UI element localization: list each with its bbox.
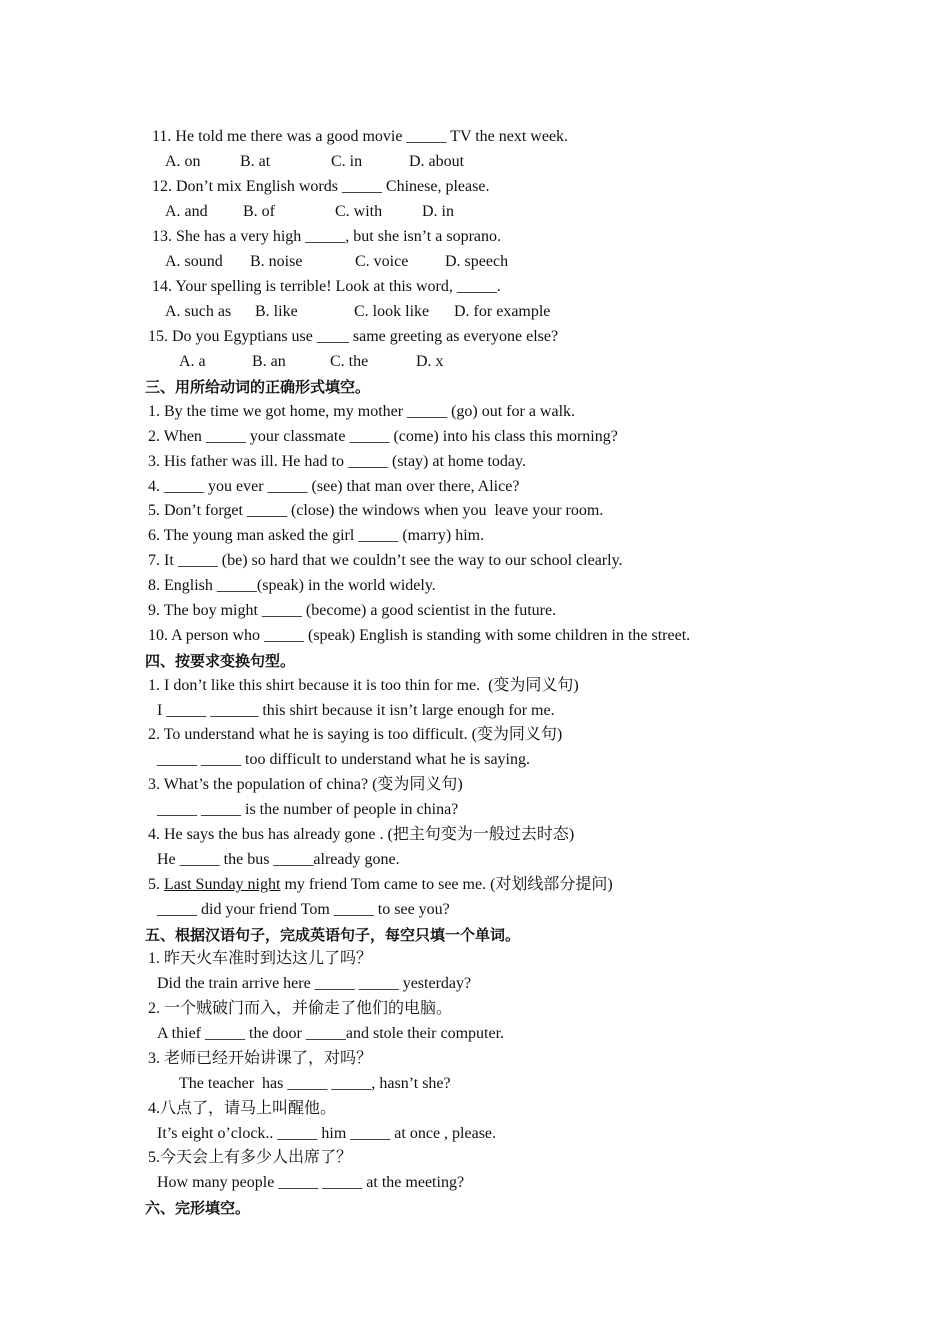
section-3-item-3: 3. His father was ill. He had to _____ (stay) at home today. <box>148 453 526 470</box>
option-15-a: A. a <box>179 353 206 370</box>
section-4-q3-answer: _____ _____ is the number of people in china? <box>157 801 459 818</box>
question-12: 12. Don’t mix English words _____ Chinese, please. <box>152 178 490 195</box>
section-3-item-4: 4. _____ you ever _____ (see) that man over there, Alice? <box>148 478 520 495</box>
question-11: 11. He told me there was a good movie _____ TV the next week. <box>152 128 569 145</box>
section-5-q1-english: Did the train arrive here _____ _____ yesterday? <box>157 975 472 992</box>
section-4-q5-answer: _____ did your friend Tom _____ to see you? <box>157 901 450 918</box>
section-5-q5-english: How many people _____ _____ at the meeting? <box>157 1174 465 1191</box>
section-3-item-9: 9. The boy might _____ (become) a good scientist in the future. <box>148 602 557 619</box>
option-12-c: C. with <box>335 203 383 220</box>
section-5-q4-english: It’s eight o’clock.. _____ him _____ at once , please. <box>157 1125 497 1142</box>
section-6-heading: 六、完形填空。 <box>145 1199 251 1217</box>
option-13-d: D. speech <box>445 253 509 270</box>
section-4-q2-answer: _____ _____ too difficult to understand what he is saying. <box>157 751 530 768</box>
option-12-b: B. of <box>243 203 275 220</box>
option-12-d: D. in <box>422 203 454 220</box>
option-15-b: B. an <box>252 353 286 370</box>
section-5-heading: 五、根据汉语句子，完成英语句子，每空只填一个单词。 <box>145 926 521 944</box>
section-3-item-10: 10. A person who _____ (speak) English is standing with some children in the street. <box>148 627 691 644</box>
section-3-item-1: 1. By the time we got home, my mother _____ (go) out for a walk. <box>148 403 576 420</box>
question-14: 14. Your spelling is terrible! Look at this word, _____. <box>152 278 501 295</box>
section-5-q1-chinese: 1. 昨天火车准时到达这儿了吗？ <box>148 950 373 967</box>
section-4-q5 <box>148 875 613 895</box>
section-4-q4: 4. He says the bus has already gone . (把主句变为一般过去时态) <box>148 826 575 843</box>
section-3-item-7: 7. It _____ (be) so hard that we couldn’t see the way to our school clearly. <box>148 552 623 569</box>
section-4-q3: 3. What’s the population of china? (变为同义句) <box>148 776 463 793</box>
section-3-item-6: 6. The young man asked the girl _____ (marry) him. <box>148 527 485 544</box>
section-4-q4-answer: He _____ the bus _____already gone. <box>157 851 400 868</box>
section-5-q4-chinese: 4.八点了，请马上叫醒他。 <box>148 1100 337 1117</box>
option-14-c: C. look like <box>354 303 430 320</box>
section-3-item-2: 2. When _____ your classmate _____ (come) into his class this morning? <box>148 428 618 445</box>
underlined-phrase: Last Sunday night <box>164 876 281 893</box>
option-14-a: A. such as <box>165 303 232 320</box>
section-3-item-5: 5. Don’t forget _____ (close) the windows when you leave your room. <box>148 502 604 519</box>
option-11-b: B. at <box>240 153 271 170</box>
question-15: 15. Do you Egyptians use ____ same greeting as everyone else? <box>148 328 559 345</box>
section-4-q1-answer: I _____ ______ this shirt because it isn’t large enough for me. <box>157 702 555 719</box>
option-11-d: D. about <box>409 153 465 170</box>
section-5-q2-english: A thief _____ the door _____and stole their computer. <box>157 1025 505 1042</box>
option-14-b: B. like <box>255 303 298 320</box>
section-3-item-8: 8. English _____(speak) in the world widely. <box>148 577 436 594</box>
option-13-b: B. noise <box>250 253 303 270</box>
option-11-c: C. in <box>331 153 363 170</box>
section-5-q5-chinese: 5.今天会上有多少人出席了？ <box>148 1149 353 1166</box>
option-13-c: C. voice <box>355 253 409 270</box>
option-12-a: A. and <box>165 203 208 220</box>
option-13-a: A. sound <box>165 253 223 270</box>
option-15-d: D. x <box>416 353 444 370</box>
section-4-heading: 四、按要求变换句型。 <box>145 652 296 670</box>
option-15-c: C. the <box>330 353 369 370</box>
section-4-q2: 2. To understand what he is saying is too difficult. (变为同义句) <box>148 726 563 743</box>
section-5-q3-english: The teacher has _____ _____, hasn’t she? <box>179 1075 451 1092</box>
section-4-q5-prefix: 5. <box>148 876 164 893</box>
section-3-heading: 三、用所给动词的正确形式填空。 <box>145 378 371 396</box>
section-4-q5-rest: my friend Tom came to see me. (对划线部分提问) <box>280 876 613 893</box>
section-5-q2-chinese: 2. 一个贼破门而入，并偷走了他们的电脑。 <box>148 1000 453 1017</box>
option-14-d: D. for example <box>454 303 551 320</box>
section-4-q1: 1. I don’t like this shirt because it is too thin for me. (变为同义句) <box>148 677 579 694</box>
question-13: 13. She has a very high _____, but she isn’t a soprano. <box>152 228 501 245</box>
option-11-a: A. on <box>165 153 201 170</box>
section-5-q3-chinese: 3. 老师已经开始讲课了，对吗？ <box>148 1050 373 1067</box>
